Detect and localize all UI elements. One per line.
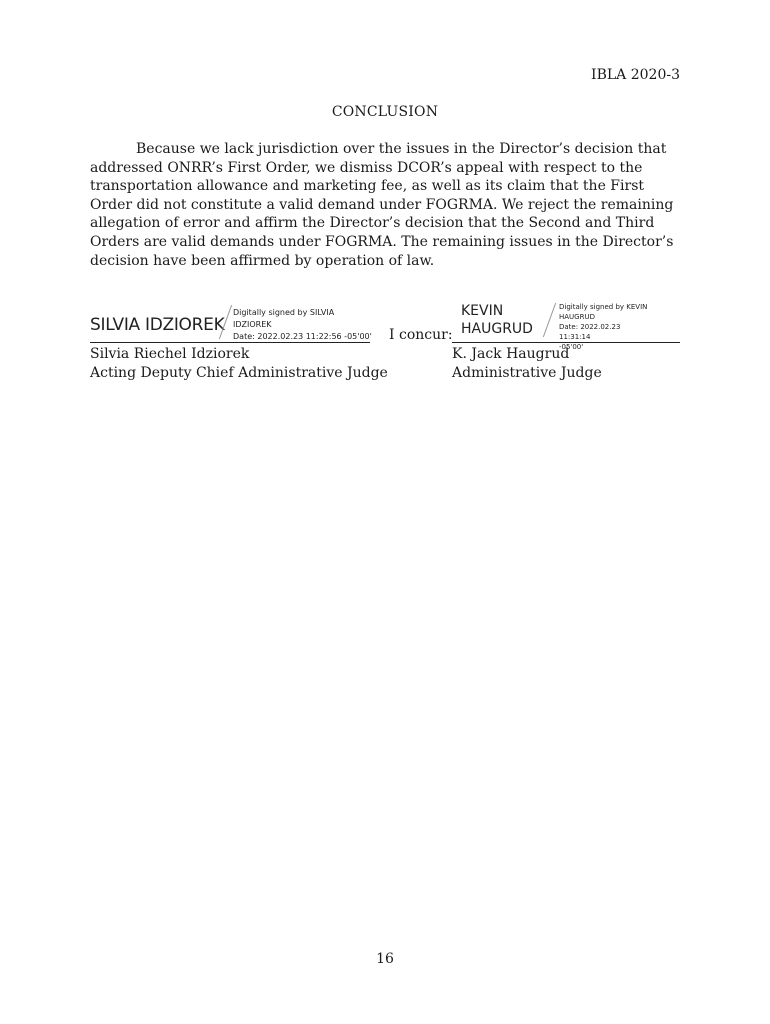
left-signer-block xyxy=(90,345,388,383)
right-signer-title: Administrative Judge xyxy=(452,365,602,381)
left-meta-line-1: Digitally signed by SILVIA xyxy=(233,308,335,317)
section-heading: CONCLUSION xyxy=(331,104,439,120)
right-signature-line xyxy=(452,342,680,343)
left-signer-name: Silvia Riechel Idziorek xyxy=(90,346,250,362)
left-signature-line xyxy=(90,342,370,343)
right-signature-divider xyxy=(543,303,556,337)
right-meta-line-1: Digitally signed by KEVIN xyxy=(559,303,648,311)
left-meta-line-2: IDZIOREK xyxy=(233,320,272,329)
right-meta-line-3: Date: 2022.02.23 11:31:14 xyxy=(559,323,621,341)
left-meta-line-3: Date: 2022.02.23 11:22:56 -05'00' xyxy=(233,332,372,341)
left-digital-signature-meta xyxy=(233,307,373,343)
right-meta-line-4: -05'00' xyxy=(559,343,584,351)
right-meta-line-2: HAUGRUD xyxy=(559,313,595,321)
right-signer-block xyxy=(452,345,602,383)
conclusion-paragraph: Because we lack jurisdiction over the issues in the Director’s decision that addressed ONRR’s First Order, we dismiss DCOR’s appeal with respect to the transportation allowance and marketing fee, as well as its claim that the First Order did not constitute a valid demand under FOGRMA. We reject the remaining allegation of error and affirm the Director’s decision that the Second and Third Orders are valid demands under FOGRMA. The remaining issues in the Director’s decision have been affirmed by operation of law. xyxy=(90,141,674,269)
left-digital-signature-name: SILVIA IDZIOREK xyxy=(90,315,225,335)
docket-number: IBLA 2020-3 xyxy=(591,67,680,83)
concur-label: I concur: xyxy=(389,327,453,343)
left-signer-title: Acting Deputy Chief Administrative Judge xyxy=(90,365,388,381)
right-digital-signature-name-first: KEVIN xyxy=(461,303,504,319)
right-signer-name: K. Jack Haugrud xyxy=(452,346,570,362)
right-digital-signature-name-last: HAUGRUD xyxy=(461,321,533,337)
page-number: 16 xyxy=(376,951,394,967)
